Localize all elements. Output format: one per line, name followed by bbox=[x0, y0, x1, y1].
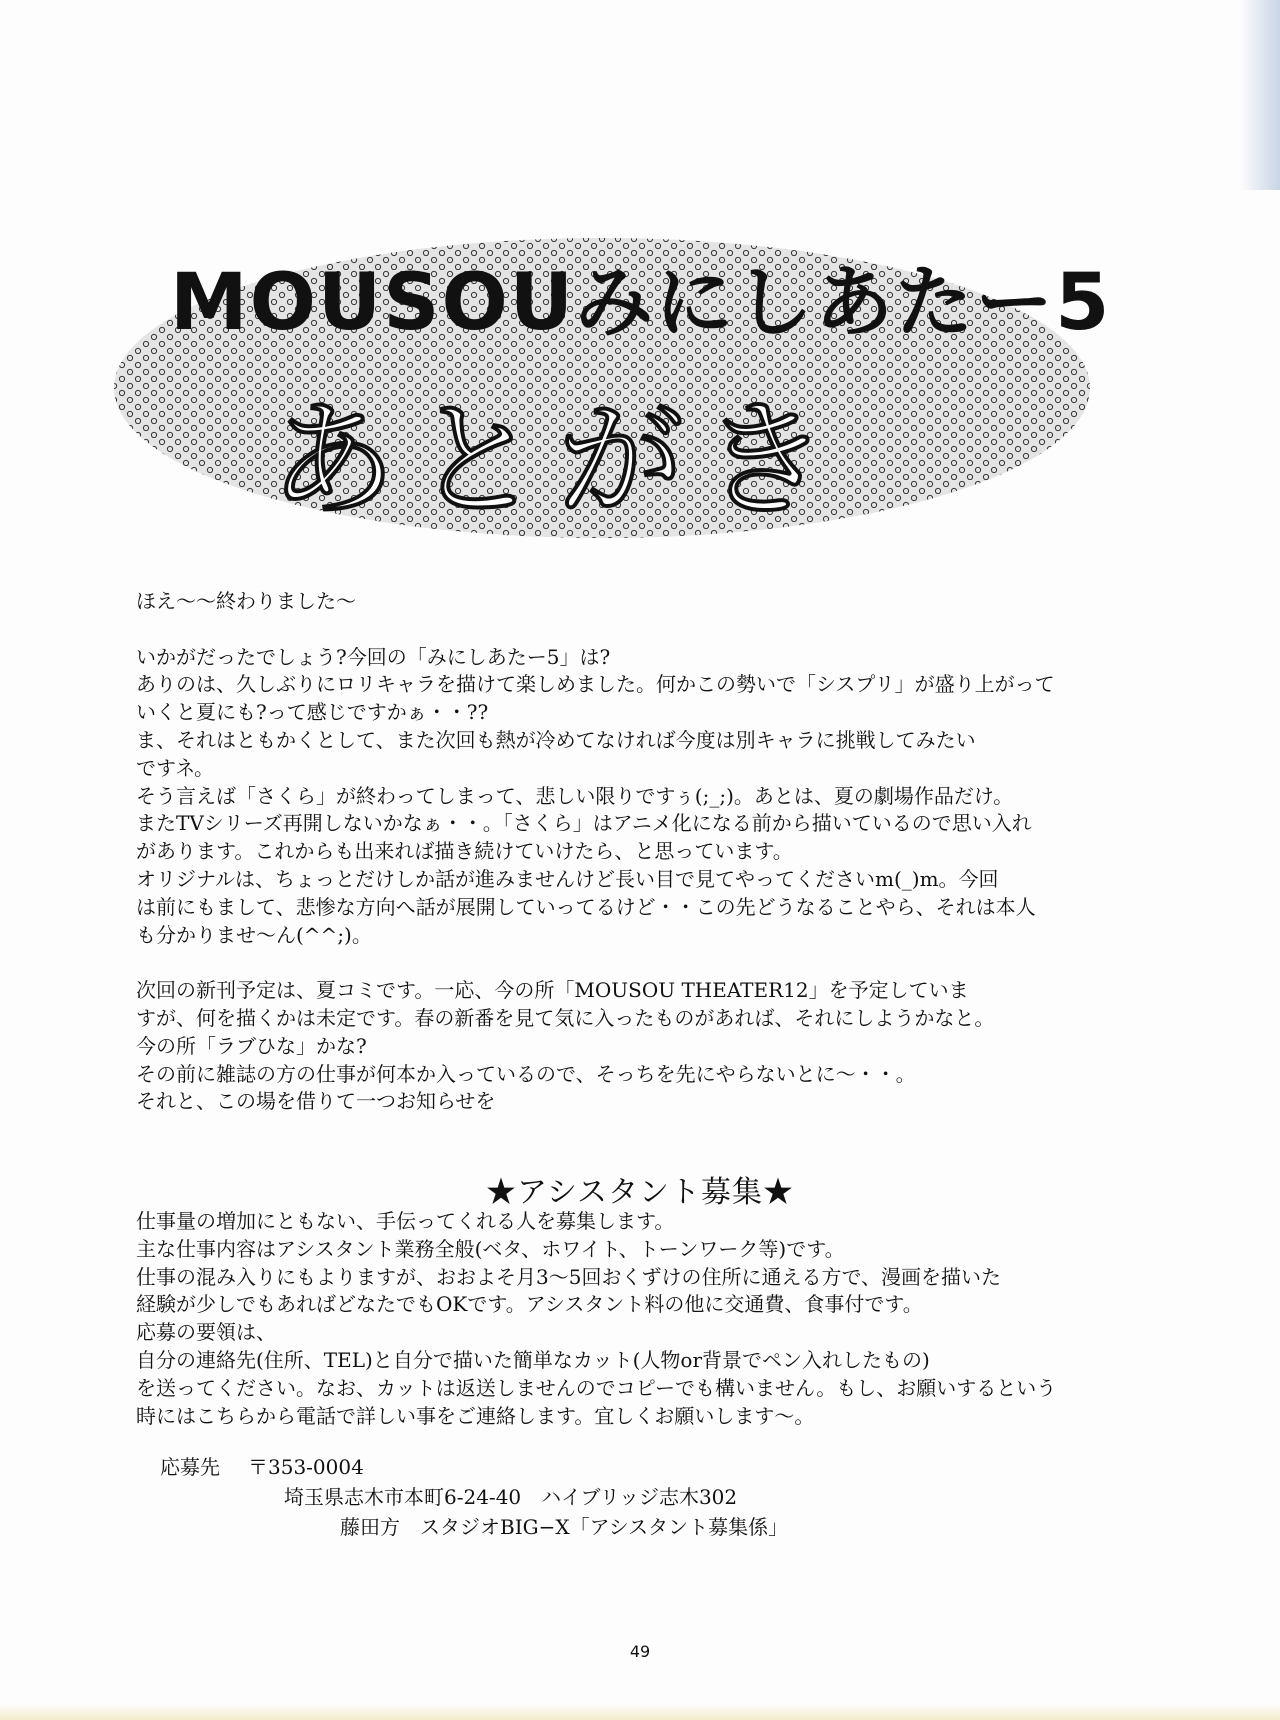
body-paragraph: いかがだったでしょう?今回の「みにしあたー5」は? ありのは、久しぶりにロリキャラを描けて楽しめました。何かこの勢いで「シスプリ」が盛り上がって いくと夏にも?って感じですかぁ・・?? ま、それはともかくとして、また次回も熱が冷めてなければ今度は別キャラに挑戦してみたい ですネ。 そう言えば「さくら」が終わってしまって、悲しい限りですぅ(;_;)。あとは、夏の劇場作品だけ。 またTVシリーズ再開しないかなぁ・・。「さくら」はアニメ化になる前から描いているので思い入れ があります。これからも出来れば描き続けていけたら、と思っています。 オリジナルは、ちょっとだけしか話が進みませんけど長い目で見てやってくださいm(_)m。今回 は前にもまして、悲惨な方向へ話が展開していってるけど・・この先どうなることやら、それは本人 も分かりませ〜ん(^^;)。 bbox=[136, 644, 1055, 947]
body-paragraph: 次回の新刊予定は、夏コミです。一応、今の所「MOUSOU THEATER12」を予定していま すが、何を描くかは未定です。春の新番を見て気に入ったものがあれば、それにしようかなと。 今の所「ラブひな」かな? その前に雑誌の方の仕事が何本か入っているので、そっちを先にやらないとに〜・・。 それと、この場を借りて一つお知らせを bbox=[136, 978, 995, 1114]
afterword-heading: あとがき bbox=[270, 387, 846, 534]
paragraph-gap bbox=[136, 616, 1146, 644]
address-label: 応募先 bbox=[160, 1455, 220, 1479]
address-line: 埼玉県志木市本町6-24-40 ハイブリッジ志木302 bbox=[284, 1485, 738, 1509]
address-recipient: 藤田方 スタジオBIG−X「アシスタント募集係」 bbox=[340, 1515, 789, 1539]
recruit-paragraph: 仕事量の増加にともない、手伝ってくれる人を募集します。 主な仕事内容はアシスタント業務全般(ベタ、ホワイト、トーンワーク等)です。 仕事の混み入りにもよりますが、おおよそ月3〜5回おくずけの住所に通える方で、漫画を描いた 経験が少しでもあればどなたでもOKです。アシスタント料の他に交通費、食事付です。 応募の要領は、 自分の連絡先(住所、TEL)と自分で描いた簡単なカット(人物or背景でペン入れしたもの) を送ってください。なお、カットは返送しませんのでコピーでも構いません。もし、お願いするという 時にはこちらから電話で詳しい事をご連絡します。宜しくお願いします〜。 bbox=[136, 1209, 1057, 1428]
application-address bbox=[160, 1452, 788, 1542]
recruit-body bbox=[136, 1208, 1146, 1430]
afterword-body bbox=[136, 588, 1146, 1116]
page-edge-mark bbox=[1240, 0, 1280, 190]
body-paragraph: ほえ〜〜終わりました〜 bbox=[136, 589, 356, 613]
address-row bbox=[160, 1452, 788, 1482]
book-title: MOUSOUみにしあたー5 bbox=[170, 258, 1112, 348]
recruit-heading: ★アシスタント募集★ bbox=[486, 1175, 794, 1210]
page-bottom-edge bbox=[0, 1704, 1280, 1720]
page-number: 49 bbox=[629, 1642, 651, 1661]
paragraph-gap bbox=[136, 949, 1146, 977]
postal-code: 〒353-0004 bbox=[248, 1455, 364, 1479]
